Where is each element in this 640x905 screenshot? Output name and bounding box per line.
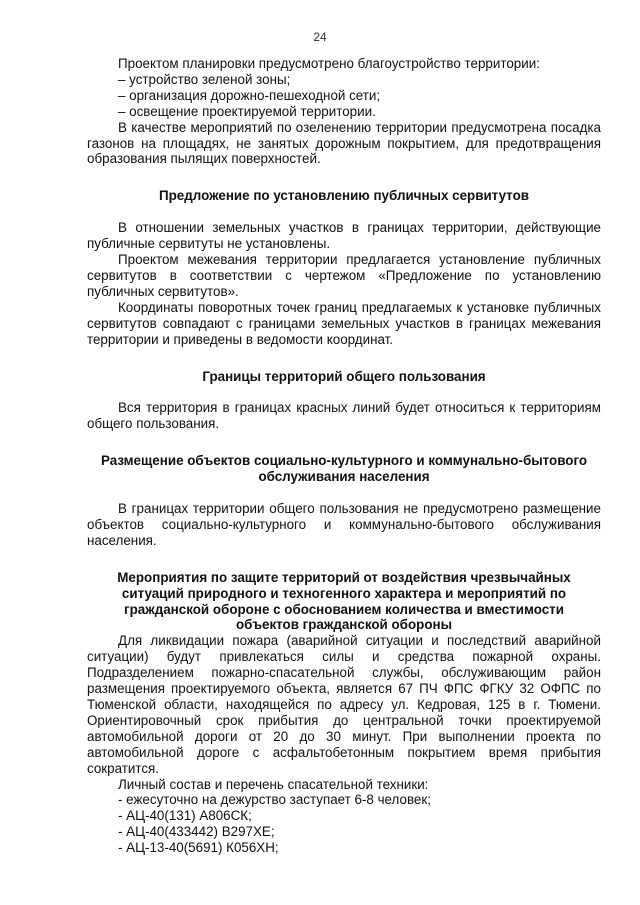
emergency-heading-line: Мероприятия по защите территорий от воздействия чрезвычайных [117, 569, 571, 585]
intro-list-item: – устройство зеленой зоны; [118, 71, 291, 87]
intro-lead: Проектом планировки предусмотрено благоустройство территории: [118, 56, 540, 71]
greening-paragraph: В качестве мероприятий по озеленению территории предусмотрена посадка газонов на площадях, не занятых дорожным покрытием, для предотвращения образования пылящих поверхностей. [87, 119, 601, 167]
social-objects-heading-line: Размещение объектов социально-культурного и коммунально-бытового [100, 453, 588, 469]
page-number: 24 [313, 30, 327, 44]
intro-list-item: – организация дорожно-пешеходной сети; [118, 87, 381, 103]
fire-response-paragraph: Для ликвидации пожара (аварийной ситуации и последствий аварийной ситуации) будут привлекаться силы и средства пожарной охраны. Подразделением пожарно-спасательной службы, обслуживающим район размещения проектируемого объекта, является 67 ПЧ ФПС ФГКУ 32 ОФПС по Тюменской области, находящейся по адресу ул. Кедровая, 125 в г. Тюмени. Ориентировочный срок прибытия до центральной точки проектируемой автомобильной дороги от 20 до 30 минут. При выполнении проекта по автомобильной дороге с асфальтобетонным покрытием время прибытия сократится. [87, 633, 601, 776]
staff-list-item: - АЦ-40(131) А806СК; [118, 808, 252, 824]
emergency-heading-line: объектов гражданской обороны [235, 617, 453, 633]
social-objects-paragraph: В границах территории общего пользования не предусмотрено размещение объектов социально-культурного и коммунально-бытового обслуживания населения. [87, 501, 601, 548]
emergency-heading-line: ситуаций природного и техногенного характера и мероприятий по [121, 585, 567, 601]
emergency-section [87, 570, 601, 856]
servitudes-paragraph-3: Координаты поворотных точек границ предлагаемых к установке публичных сервитутов совпадают с границами земельных участков в границах межевания территории и приведены в ведомости координат. [87, 299, 601, 347]
servitudes-paragraph-1: В отношении земельных участков в границах территории, действующие публичные сервитуты не установлены. [87, 220, 601, 252]
social-objects-heading [87, 453, 601, 485]
staff-list-item: - АЦ-40(433442) В297ХЕ; [118, 824, 275, 840]
staff-list-item: - ежесуточно на дежурство заступает 6-8 человек; [118, 792, 431, 808]
public-areas-section [87, 369, 601, 433]
emergency-heading-line: гражданской обороне с обоснованием количества и вместимости [124, 601, 564, 617]
servitudes-paragraph-2: Проектом межевания территории предлагается установление публичных сервитутов в соответствии с чертежом «Предложение по установлению публичных сервитутов». [87, 252, 601, 299]
social-objects-section [87, 453, 601, 549]
staff-list-item: - АЦ-13-40(5691) К056ХН; [118, 840, 279, 856]
public-areas-heading: Границы территорий общего пользования [202, 368, 486, 384]
intro-section [87, 56, 601, 167]
intro-list-item: – освещение проектируемой территории. [118, 103, 376, 119]
public-areas-paragraph: Вся территория в границах красных линий будет относиться к территориям общего пользования. [87, 400, 601, 432]
servitudes-section [87, 188, 601, 347]
staff-lead: Личный состав и перечень спасательной техники: [118, 776, 429, 792]
social-objects-heading-line: обслуживания населения [258, 469, 430, 485]
servitudes-heading: Предложение по установлению публичных сервитутов [159, 188, 529, 204]
page-content [87, 56, 601, 856]
emergency-heading [87, 570, 601, 634]
